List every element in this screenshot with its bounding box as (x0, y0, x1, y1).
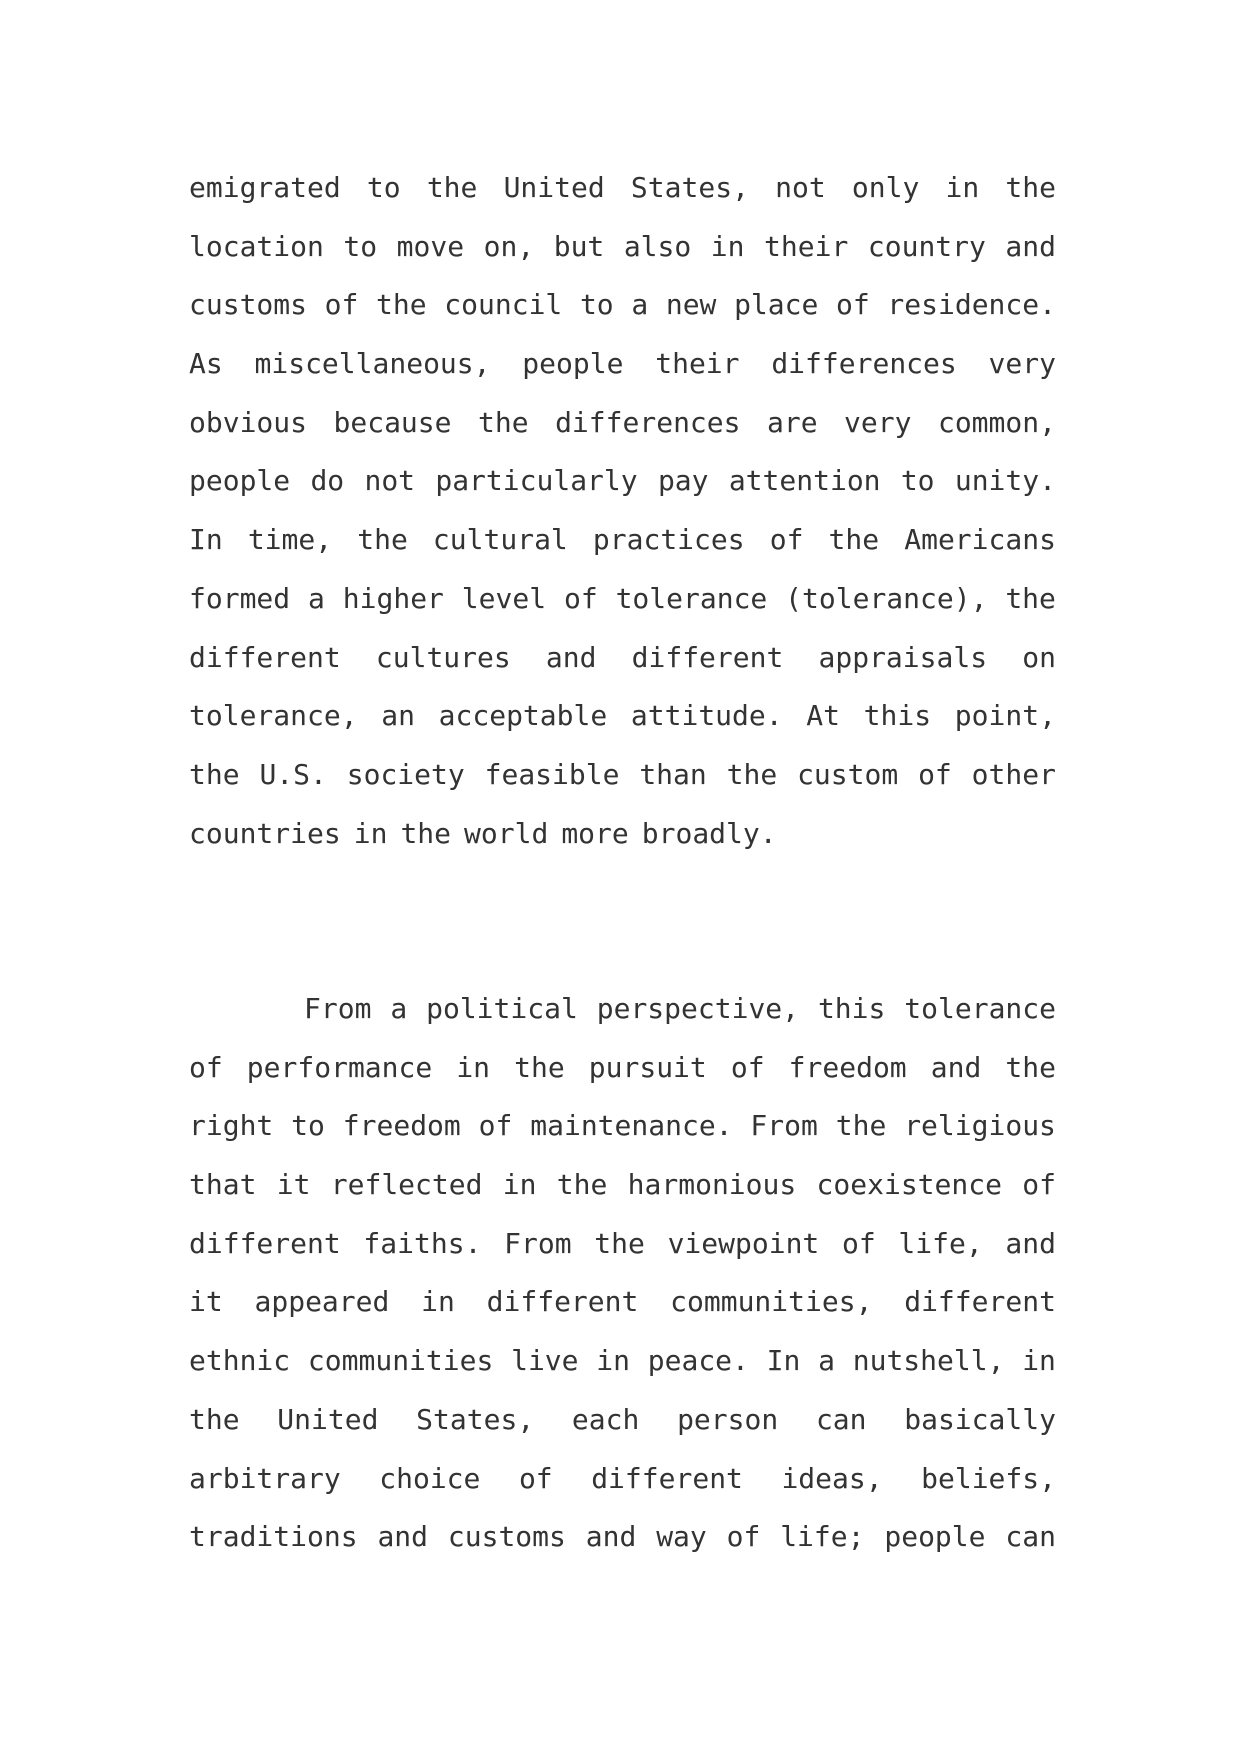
text-line: it appeared in different communities, different (189, 1285, 1056, 1319)
text-line: different faiths. From the viewpoint of life, and (189, 1226, 1056, 1260)
text-line: countries in the world more broadly. (189, 816, 777, 850)
text-line: obvious because the differences are very common, (189, 405, 1056, 439)
text-line: emigrated to the United States, not only in the (189, 171, 1056, 204)
text-line: tolerance, an acceptable attitude. At this point, (189, 699, 1056, 733)
text-line: traditions and customs and way of life; people can (189, 1520, 1056, 1554)
text-line: of performance in the pursuit of freedom and the (189, 1050, 1056, 1084)
text-line: location to move on, but also in their country and (189, 229, 1056, 263)
text-line: the United States, each person can basically (189, 1402, 1056, 1436)
text-line: arbitrary choice of different ideas, beliefs, (189, 1461, 1056, 1495)
text-line: customs of the council to a new place of residence. (189, 288, 1056, 322)
text-line: right to freedom of maintenance. From the religious (189, 1109, 1056, 1143)
text-line: As miscellaneous, people their differences very (189, 347, 1056, 381)
text-line: ethnic communities live in peace. In a nutshell, in (189, 1344, 1056, 1378)
text-line: the U.S. society feasible than the custom of other (189, 757, 1056, 791)
text-line: different cultures and different appraisals on (189, 640, 1056, 674)
paragraph-2 (189, 980, 1056, 1567)
paragraph-1 (189, 159, 1056, 863)
text-line: formed a higher level of tolerance (tolerance), the (189, 581, 1056, 615)
text-line: In time, the cultural practices of the Americans (189, 523, 1056, 557)
text-line: that it reflected in the harmonious coexistence of (189, 1168, 1056, 1202)
text-line: people do not particularly pay attention to unity. (189, 464, 1056, 498)
text-line: From a political perspective, this tolerance (304, 992, 1056, 1025)
